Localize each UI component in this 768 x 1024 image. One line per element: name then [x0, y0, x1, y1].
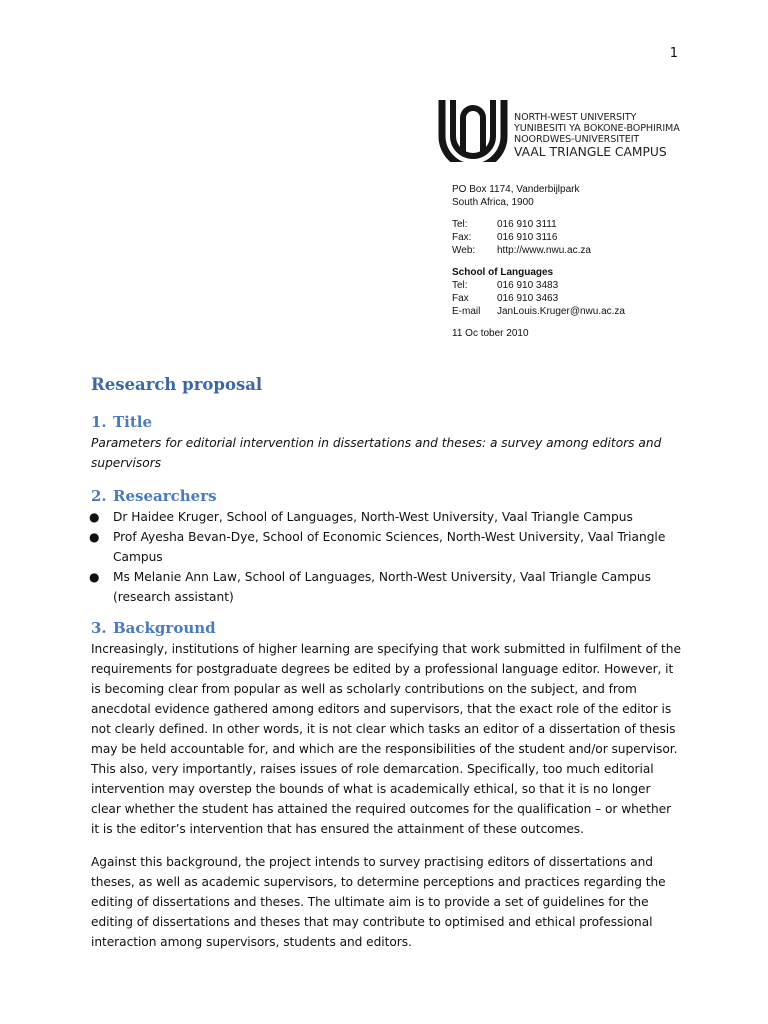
- section-number: 3.: [91, 619, 107, 637]
- list-item: [91, 507, 681, 527]
- list-item: [91, 527, 681, 567]
- school-tel-label: Tel:: [452, 280, 468, 291]
- bullet-icon: ●: [89, 570, 100, 584]
- tel-label: Tel:: [452, 219, 468, 230]
- address-line-1: PO Box 1174, Vanderbijlpark: [452, 184, 580, 195]
- school-email-value[interactable]: JanLouis.Kruger@nwu.ac.za: [497, 306, 625, 317]
- tel-row: [452, 218, 625, 231]
- researcher-name: Ms Melanie Ann Law, School of Languages, North-West University, Vaal Triangle Campus (research assistant): [113, 570, 651, 604]
- web-value[interactable]: http://www.nwu.ac.za: [497, 245, 591, 256]
- bullet-icon: ●: [89, 530, 100, 544]
- section-number: 2.: [91, 487, 107, 505]
- university-logo: [438, 92, 680, 162]
- fax-label: Fax:: [452, 232, 472, 243]
- fax-value: 016 910 3116: [497, 232, 558, 243]
- school-fax-row: [452, 292, 625, 305]
- address-line-2: South Africa, 1900: [452, 197, 534, 208]
- tel-value: 016 910 3111: [497, 219, 557, 230]
- school-fax-label: Fax: [452, 293, 469, 304]
- school-fax-value: 016 910 3463: [497, 293, 559, 304]
- school-tel-value: 016 910 3483: [497, 280, 559, 291]
- fax-row: [452, 231, 625, 244]
- letter-date: 11 Oc tober 2010: [452, 328, 529, 339]
- background-paragraph-1: Increasingly, institutions of higher learning are specifying that work submitted in fulfilment of the requirements for postgraduate degrees be edited by a professional language editor. However, it is becoming clear from popular as well as scholarly contributions on the subject, and from anecdotal evidence gathered among editors and supervisors, that the exact role of the editor is not clearly defined. In other words, it is not clear which tasks an editor of a dissertation of thesis may be held accountable for, and which are the responsibilities of the student and/or supervisor. This also, very importantly, raises issues of role demarcation. Specifically, too much editorial intervention may overstep the bounds of what is academically ethical, so that it is no longer clear whether the student has attained the required outcomes for the qualification – or whether it is the editor’s intervention that has ensured the attainment of these outcomes.: [91, 642, 681, 836]
- document-title: Research proposal: [91, 375, 263, 394]
- section-heading: Researchers: [113, 487, 217, 505]
- school-email-label: E-mail: [452, 306, 481, 317]
- logo-line-2: YUNIBESITI YA BOKONE-BOPHIRIMA: [514, 123, 680, 134]
- web-row: [452, 244, 625, 257]
- researcher-name: Prof Ayesha Bevan-Dye, School of Economic Sciences, North-West University, Vaal Triangle Campus: [113, 530, 666, 564]
- web-label: Web:: [452, 245, 476, 256]
- logo-line-1: NORTH-WEST UNIVERSITY: [514, 112, 637, 123]
- list-item: [91, 567, 681, 607]
- school-name: School of Languages: [452, 267, 554, 278]
- researchers-list: [91, 507, 681, 607]
- section-heading: Title: [113, 413, 153, 431]
- document-body: [91, 372, 681, 965]
- logo-line-3: NOORDWES-UNIVERSITEIT: [514, 134, 640, 145]
- school-tel-row: [452, 279, 625, 292]
- researcher-name: Dr Haidee Kruger, School of Languages, North-West University, Vaal Triangle Campus: [113, 510, 633, 524]
- nwu-emblem-icon: [438, 92, 508, 162]
- section-background-heading: [91, 617, 681, 639]
- section-number: 1.: [91, 413, 107, 431]
- section-researchers-heading: [91, 485, 681, 507]
- page-number: 1: [669, 46, 678, 61]
- school-email-row: [452, 305, 625, 318]
- logo-campus: VAAL TRIANGLE CAMPUS: [514, 145, 667, 159]
- bullet-icon: ●: [89, 510, 100, 524]
- section-heading: Background: [113, 619, 216, 637]
- section-title-heading: [91, 411, 681, 433]
- contact-block: [452, 183, 625, 340]
- logo-text: [514, 112, 680, 160]
- background-paragraph-2: Against this background, the project intends to survey practising editors of dissertations and theses, as well as academic supervisors, to determine perceptions and practices regarding the editing of dissertations and theses. The ultimate aim is to provide a set of guidelines for the editing of dissertations and theses that may contribute to optimised and ethical professional interaction among supervisors, students and editors.: [91, 855, 666, 949]
- project-title: Parameters for editorial intervention in dissertations and theses: a survey among editors and supervisors: [91, 436, 662, 470]
